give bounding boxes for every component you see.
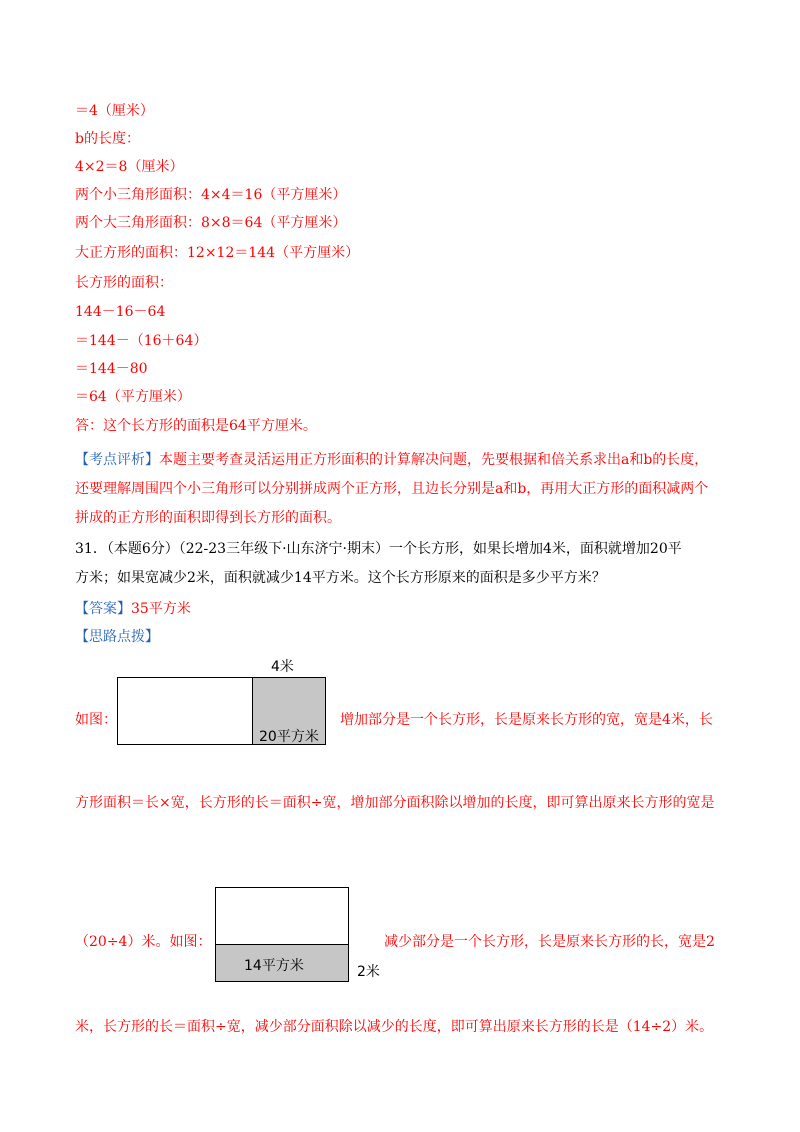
figure1-top-label: 4米 — [271, 659, 294, 675]
question-text: 一个长方形，如果长增加4米，面积就增加20平 — [389, 541, 682, 557]
answer-value: 35平方米 — [131, 601, 191, 617]
figure2-side-label: 2米 — [357, 964, 380, 980]
figure2-original-rect — [215, 887, 349, 945]
figure1-original-rect — [117, 677, 253, 745]
solution-line: 两个小三角形面积：4×4＝16（平方厘米） — [75, 187, 347, 203]
figure2-area-label: 14平方米 — [244, 958, 304, 974]
figure2-prefix: （20÷4）米。如图： — [75, 934, 212, 950]
answer-statement: 答：这个长方形的面积是64平方厘米。 — [75, 418, 317, 434]
figure1-prefix: 如图： — [75, 712, 117, 728]
solution-line: b的长度： — [75, 131, 140, 147]
figure1-desc-right: 增加部分是一个长方形，长是原来长方形的宽，宽是4米，长 — [340, 712, 713, 728]
question-meta: （本题6分）（22-23三年级下·山东济宁·期末） — [106, 541, 389, 557]
solution-line: 两个大三角形面积：8×8＝64（平方厘米） — [75, 215, 347, 231]
analysis-line-1 — [75, 450, 708, 470]
solution-line: ＝64（平方厘米） — [75, 389, 191, 405]
analysis-line-2: 还要理解周围四个小三角形可以分别拼成两个正方形，且边长分别是a和b，再用大正方形的面积减两个 — [75, 481, 709, 497]
answer-tag: 【答案】 — [75, 601, 131, 617]
figure2-desc-right: 减少部分是一个长方形，长是原来长方形的长，宽是2 — [384, 934, 715, 950]
solution-line: 144－16－64 — [75, 304, 166, 320]
analysis-tag: 【考点评析】 — [75, 452, 159, 468]
question-line-2: 方米；如果宽减少2米，面积就减少14平方米。这个长方形原来的面积是多少平方米？ — [75, 570, 606, 586]
solution-line: ＝144－80 — [75, 361, 148, 377]
analysis-line-3: 拼成的正方形的面积即得到长方形的面积。 — [75, 510, 341, 526]
solution-line: 4×2＝8（厘米） — [75, 159, 184, 175]
solution-line: 大正方形的面积：12×12＝144（平方厘米） — [75, 245, 360, 261]
answer-line — [75, 599, 191, 619]
figure1-area-label: 20平方米 — [259, 729, 319, 745]
analysis-text: 本题主要考查灵活运用正方形面积的计算解决问题，先要根据和倍关系求出a和b的长度， — [159, 452, 709, 468]
solution-line: 长方形的面积： — [75, 275, 173, 291]
hint-tag: 【思路点拨】 — [75, 629, 159, 645]
figure2-desc-next: 米，长方形的长＝面积÷宽，减少部分面积除以减少的长度，即可算出原来长方形的长是（14÷2）米。 — [75, 1019, 714, 1035]
solution-line: ＝144－（16＋64） — [75, 333, 208, 349]
solution-line: ＝4（厘米） — [75, 103, 154, 119]
question-number: 31． — [75, 541, 107, 557]
figure1-desc-next: 方形面积＝长×宽，长方形的长＝面积÷宽，增加部分面积除以增加的长度，即可算出原来长方形的宽是 — [75, 795, 715, 811]
question-line-1 — [75, 539, 682, 559]
